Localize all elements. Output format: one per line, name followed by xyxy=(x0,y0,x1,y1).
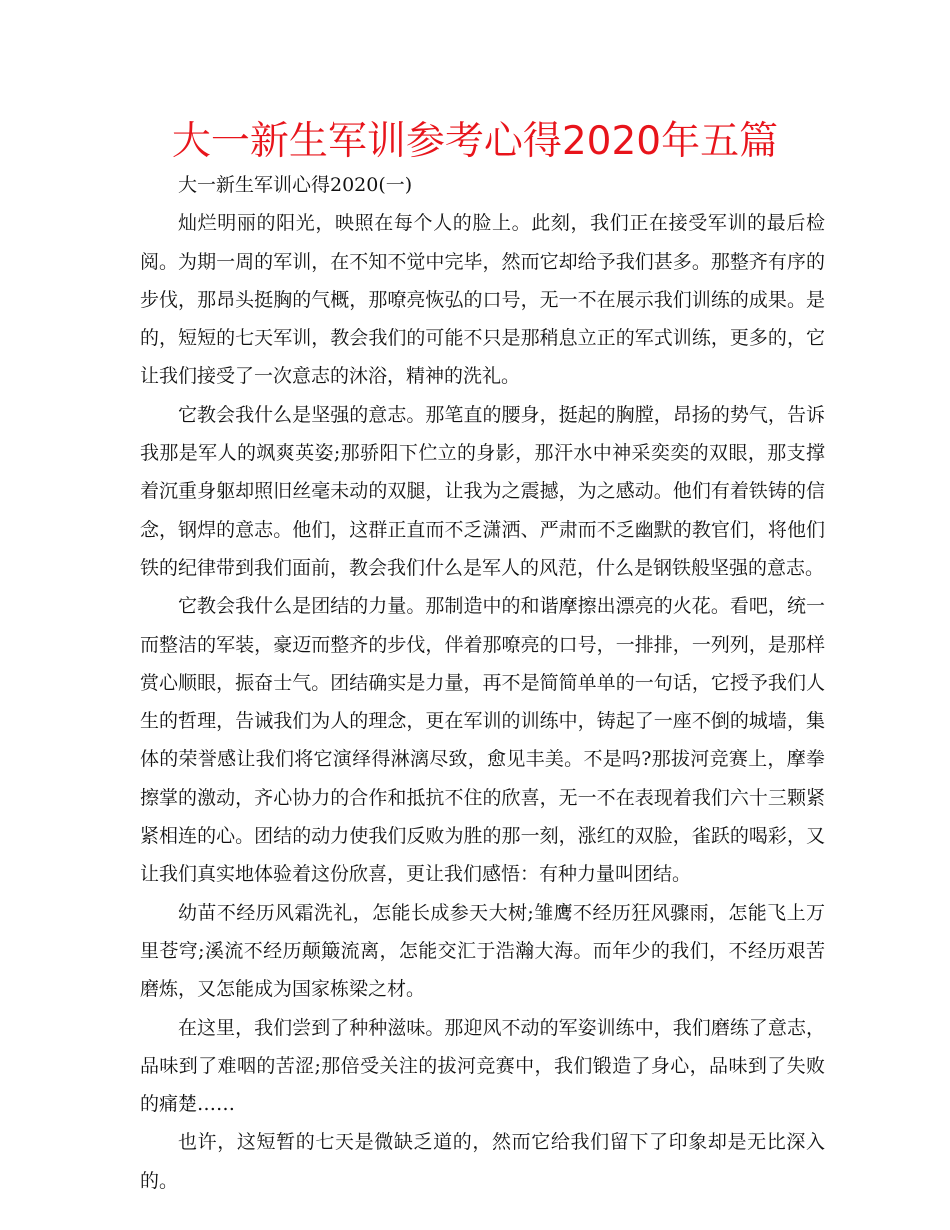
document-title: 大一新生军训参考心得2020年五篇 xyxy=(171,119,779,164)
paragraph: 幼苗不经历风霜洗礼，怎能长成参天大树;雏鹰不经历狂风骤雨，怎能飞上万里苍穹;溪流不经历颠簸流离，怎能交汇于浩瀚大海。而年少的我们，不经历艰苦磨炼，又怎能成为国家栋梁之材。 xyxy=(140,901,825,1001)
paragraph: 也许，这短暂的七天是微缺乏道的，然而它给我们留下了印象却是无比深入的。 xyxy=(140,1131,825,1192)
paragraph: 在这里，我们尝到了种种滋味。那迎风不动的军姿训练中，我们磨练了意志，品味到了难咽的苦涩;那倍受关注的拔河竞赛中，我们锻造了身心，品味到了失败的痛楚…… xyxy=(140,1016,825,1116)
paragraph: 灿烂明丽的阳光，映照在每个人的脸上。此刻，我们正在接受军训的最后检阅。为期一周的军训，在不知不觉中完毕，然而它却给予我们甚多。那整齐有序的步伐，那昂头挺胸的气概，那嘹亮恢弘的口号，无一不在展示我们训练的成果。是的，短短的七天军训，教会我们的可能不只是那稍息立正的军式训练，更多的，它让我们接受了一次意志的沐浴，精神的洗礼。 xyxy=(140,212,825,388)
paragraph: 它教会我什么是团结的力量。那制造中的和谐摩擦出漂亮的火花。看吧，统一而整洁的军装，豪迈而整齐的步伐，伴着那嘹亮的口号，一排排，一列列，是那样赏心顺眼，振奋士气。团结确实是力量，再不是简简单单的一句话，它授予我们人生的哲理，告诫我们为人的理念，更在军训的训练中，铸起了一座不倒的城墙，集体的荣誉感让我们将它演绎得淋漓尽致，愈见丰美。不是吗?那拔河竞赛上，摩拳擦掌的激动，齐心协力的合作和抵抗不住的欣喜，无一不在表现着我们六十三颗紧紧相连的心。团结的动力使我们反败为胜的那一刻，涨红的双脸，雀跃的喝彩，又让我们真实地体验着这份欣喜，更让我们感悟：有种力量叫团结。 xyxy=(140,595,825,886)
document-body xyxy=(140,166,825,1200)
section-subtitle: 大一新生军训心得2020(一) xyxy=(178,174,413,196)
paragraph: 它教会我什么是坚强的意志。那笔直的腰身，挺起的胸膛，昂扬的势气，告诉我那是军人的飒爽英姿;那骄阳下伫立的身影，那汗水中神采奕奕的双眼，那支撑着沉重身躯却照旧丝毫未动的双腿，让我为之震撼，为之感动。他们有着铁铸的信念，钢焊的意志。他们，这群正直而不乏潇洒、严肃而不乏幽默的教官们，将他们铁的纪律带到我们面前，教会我们什么是军人的风范，什么是钢铁般坚强的意志。 xyxy=(140,403,825,579)
